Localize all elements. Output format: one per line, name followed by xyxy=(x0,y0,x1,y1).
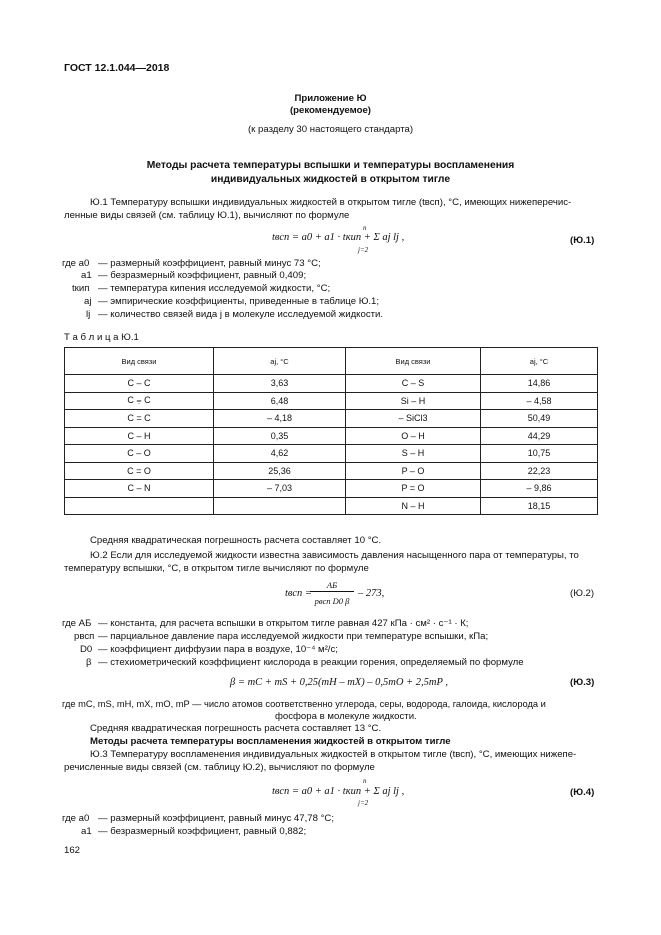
cell: С ⩦ С xyxy=(65,392,214,410)
def1-sym-0: где a0 xyxy=(62,258,90,269)
cell: С – S xyxy=(346,375,481,393)
cell: – 4,58 xyxy=(481,392,598,410)
cell: – 4,18 xyxy=(214,410,346,428)
def2-sym-1: pвсп xyxy=(74,631,95,642)
cell: 4,62 xyxy=(214,445,346,463)
formula-u1-number: (Ю.1) xyxy=(570,235,595,246)
formula-u3-number: (Ю.3) xyxy=(570,677,595,688)
cell: N – H xyxy=(346,497,481,515)
table-row xyxy=(65,410,598,428)
formula-u2-rest: – 273, xyxy=(358,588,385,599)
def3-line1: где mC, mS, mH, mX, mO, mP — число атомов соответственно углерода, серы, водорода, галоида, кислорода и xyxy=(62,699,546,709)
cell: С = С xyxy=(65,410,214,428)
def1-text-0: — размерный коэффициент, равный минус 73 °С; xyxy=(98,258,321,269)
table-u1 xyxy=(64,347,598,515)
paragraph-u1-line2: ленные виды связей (см. таблицу Ю.1), вычисляют по формуле xyxy=(64,210,350,221)
formula-u2-numerator: AБ xyxy=(310,580,354,592)
def1-text-4: — количество связей вида j в молекуле исследуемой жидкости. xyxy=(98,309,384,320)
formula-u4 xyxy=(272,786,404,797)
cell xyxy=(65,497,214,515)
def1-sym-4: lj xyxy=(86,309,91,320)
appendix-reference: (к разделу 30 настоящего стандарта) xyxy=(247,124,414,135)
table-row xyxy=(65,375,598,393)
def1-text-3: — эмпирические коэффициенты, приведенные в таблице Ю.1; xyxy=(98,296,380,307)
def1-sym-2: tкип xyxy=(72,283,90,294)
paragraph-u2-line2: температуру вспышки, °С, в открытом тигле вычисляют по формуле xyxy=(64,563,369,574)
cell: 14,86 xyxy=(481,375,598,393)
table-row xyxy=(65,445,598,463)
cell: Si – H xyxy=(346,392,481,410)
formula-u1-sum-bottom: j=2 xyxy=(358,246,369,254)
cell: 10,75 xyxy=(481,445,598,463)
formula-u2-lhs: tвсп = xyxy=(285,588,312,599)
error-note-2: Средняя квадратическая погрешность расчета составляет 13 °С. xyxy=(90,723,382,734)
cell: С – О xyxy=(65,445,214,463)
cell: P = O xyxy=(346,480,481,498)
formula-u3: β = mC + mS + 0,25(mH – mX) – 0,5mO + 2,5mP , xyxy=(230,677,448,688)
def2-sym-0: где AБ xyxy=(62,618,92,629)
formula-u4-number: (Ю.4) xyxy=(570,787,595,798)
def2-text-2: — коэффициент диффузии пара в воздухе, 10⁻⁴ м²/с; xyxy=(98,644,338,655)
table-row xyxy=(65,427,598,445)
cell xyxy=(214,497,346,515)
cell: 44,29 xyxy=(481,427,598,445)
page-number: 162 xyxy=(64,845,81,856)
paragraph-u1-line1: Ю.1 Температуру вспышки индивидуальных жидкостей в открытом тигле (tвсп), °С, имеющих нижеперечис- xyxy=(90,197,572,208)
paragraph-u3-line2: речисленные виды связей (см. таблицу Ю.2), вычисляют по формуле xyxy=(64,762,375,773)
standard-header: ГОСТ 12.1.044—2018 xyxy=(64,62,170,74)
def2-text-3: — стехиометрический коэффициент кислорода в реакции горения, определяемый по формуле xyxy=(98,657,524,668)
cell: 3,63 xyxy=(214,375,346,393)
cell: 18,15 xyxy=(481,497,598,515)
formula-u4-sum-top: n xyxy=(363,777,367,785)
table-row xyxy=(65,392,598,410)
formula-u1 xyxy=(272,232,404,243)
def2-sym-3: β xyxy=(86,657,92,668)
def4-text-0: — размерный коэффициент, равный минус 47,78 °С; xyxy=(98,813,335,824)
cell: С = О xyxy=(65,462,214,480)
cell: С – N xyxy=(65,480,214,498)
def4-sym-1: a1 xyxy=(81,826,92,837)
th-bond-1: Вид связи xyxy=(65,348,214,375)
cell: – 9,86 xyxy=(481,480,598,498)
def1-text-2: — температура кипения исследуемой жидкости, °С; xyxy=(98,283,331,294)
def2-sym-2: D0 xyxy=(80,644,93,655)
th-bond-2: Вид связи xyxy=(346,348,481,375)
def4-text-1: — безразмерный коэффициент, равный 0,882; xyxy=(98,826,307,837)
formula-u1-text: tвсп = a0 + a1 · tкип + Σ aj lj , xyxy=(272,232,405,243)
appendix-title: Приложение Ю xyxy=(294,93,367,104)
table-row xyxy=(65,497,598,515)
section-title-line1: Методы расчета температуры вспышки и температуры воспламенения xyxy=(146,160,515,171)
def1-sym-3: aj xyxy=(84,296,92,307)
def1-sym-1: a1 xyxy=(81,270,92,281)
section-title-line2: индивидуальных жидкостей в открытом тигле xyxy=(210,174,451,185)
cell: 25,36 xyxy=(214,462,346,480)
cell: – SiCl3 xyxy=(346,410,481,428)
cell: 6,48 xyxy=(214,392,346,410)
cell: S – H xyxy=(346,445,481,463)
paragraph-u2-line1: Ю.2 Если для исследуемой жидкости известна зависимость давления насыщенного пара от температуры, то xyxy=(90,550,579,561)
cell: 22,23 xyxy=(481,462,598,480)
table-caption: Т а б л и ц а Ю.1 xyxy=(64,332,139,343)
cell: С – Н xyxy=(65,427,214,445)
formula-u1-sum-top: n xyxy=(363,224,367,232)
formula-u2-denominator: pвсп D0 β xyxy=(314,596,350,606)
paragraph-u3-line1: Ю.3 Температуру воспламенения индивидуальных жидкостей в открытом тигле (tвсп), °С, имеющих нижепе- xyxy=(90,749,577,760)
formula-u4-sum-bottom: j=2 xyxy=(358,799,369,807)
th-aj-1: aj, °С xyxy=(214,348,346,375)
formula-u2-number: (Ю.2) xyxy=(570,588,595,599)
th-aj-2: aj, °С xyxy=(481,348,598,375)
table-row xyxy=(65,462,598,480)
def4-sym-0: где a0 xyxy=(62,813,90,824)
def2-text-0: — константа, для расчета вспышки в открытом тигле равная 427 кПа · см² · с⁻¹ · К; xyxy=(98,618,469,629)
appendix-status: (рекомендуемое) xyxy=(289,105,371,116)
cell: O – H xyxy=(346,427,481,445)
error-note-1: Средняя квадратическая погрешность расчета составляет 10 °С. xyxy=(90,535,382,546)
formula-u4-text: tвсп = a0 + a1 · tкип + Σ aj lj , xyxy=(272,786,405,797)
table-row xyxy=(65,480,598,498)
cell: – 7,03 xyxy=(214,480,346,498)
def1-text-1: — безразмерный коэффициент, равный 0,409; xyxy=(98,270,307,281)
cell: 0,35 xyxy=(214,427,346,445)
def3-line2: фосфора в молекуле жидкости. xyxy=(275,711,417,722)
cell: 50,49 xyxy=(481,410,598,428)
cell: С – С xyxy=(65,375,214,393)
table-header-row xyxy=(65,348,598,375)
subheading-ignition: Методы расчета температуры воспламенения жидкостей в открытом тигле xyxy=(90,736,451,747)
cell: P – O xyxy=(346,462,481,480)
def2-text-1: — парциальное давление пара исследуемой жидкости при температуре вспышки, кПа; xyxy=(98,631,489,642)
